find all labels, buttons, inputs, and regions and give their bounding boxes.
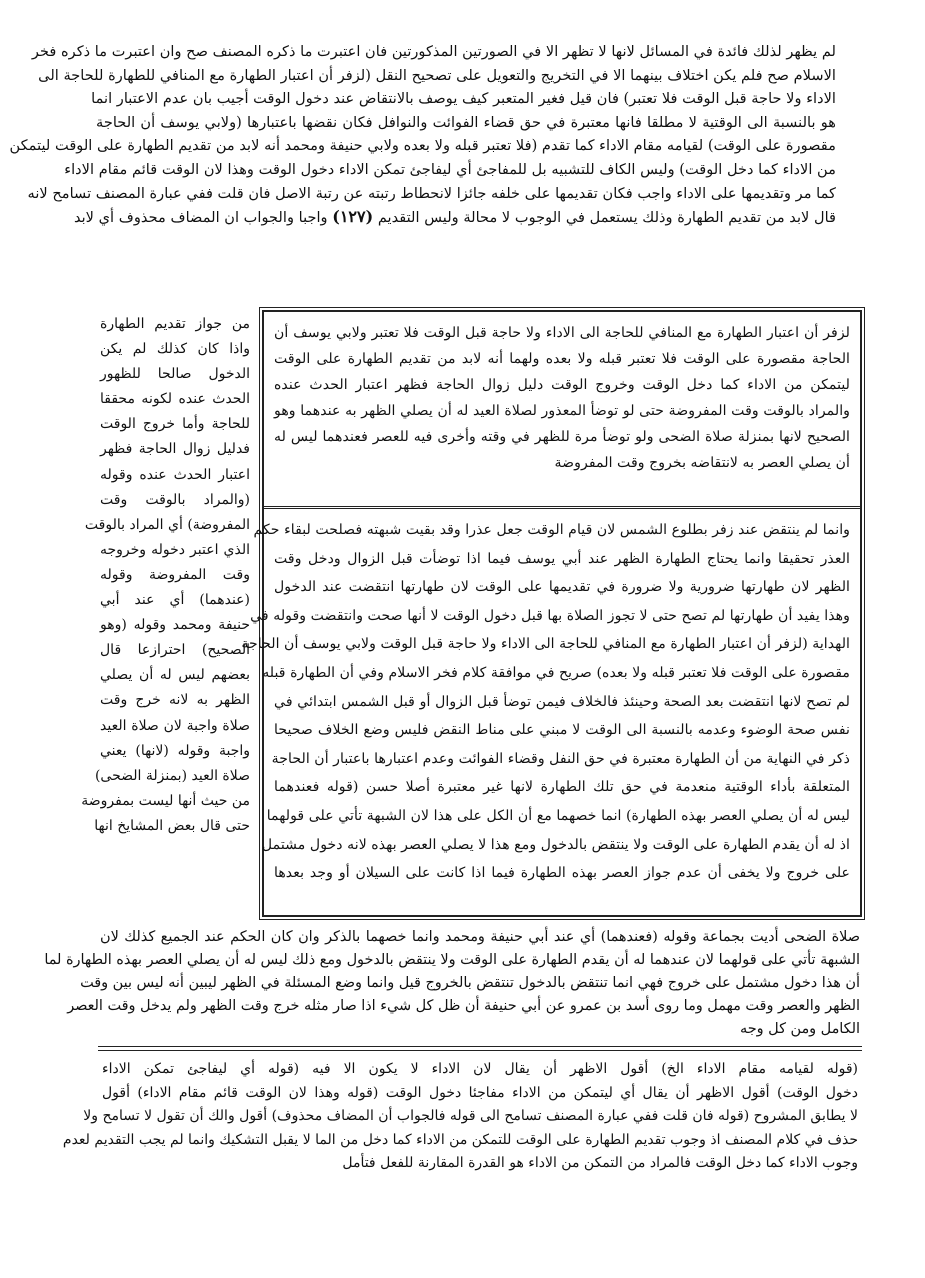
footnote-rule [98, 1046, 862, 1047]
text-line: أن هذا دخول مشتمل على خروج فهي انما تنتقض بالدخول تنتقض بالخروج قيل وانما وضع المسئلة في الظهر ليبين أنه ليس بين وقت [80, 975, 860, 991]
text-line: مقصورة على الوقت) لقيامه مقام الاداء كما تقدم (فلا تعتبر قبله ولا بعده ولابي حنيفة ومحمد أنه لابد من تقديم الطهارة على الوقت ليتمكن [9, 137, 836, 155]
text-line: حنيفة ومحمد وقوله (وهو [100, 617, 250, 634]
text-line: (قوله لقيامه مقام الاداء الخ) أقول الاظهر أن يقال لان الاداء لا يكون الا فيه (قوله أي ليفاجئ تمكن الاداء [102, 1061, 858, 1077]
text-line: صلاة العيد (بمنزلة الضحى) [94, 767, 250, 784]
text-line: الحدث عنده لكونه محققا [100, 391, 250, 408]
text-line: ذكر في النهاية من أن الطهارة معتبرة في حق النفل وقضاء الفوائت وعدم اعتبارها باعتبار أن الحاجة [271, 750, 850, 767]
text-line: (والمراد بالوقت وقت [100, 491, 250, 508]
text-line: واذا كان كذلك لم يكن [100, 341, 250, 358]
text-line: الظهر لان طهارتها ضرورية ولا ضرورة في تقديمها على الوقت لان طهارتها انتقضت عند الدخول [274, 579, 850, 596]
text-line: نفس صحة الوضوء وعدمه بالنسبة الى الوقت لا مبني على مناط النقض فليس وضع الخلاف صحيحا [274, 722, 850, 739]
text-line: بعضهم ليس له أن يصلي [100, 667, 250, 684]
text-line: واجبة وقوله (لانها) يعني [100, 742, 250, 759]
text-line: فدليل زوال الحاجة فظهر [100, 441, 250, 458]
text-line: الدخول صالحا للظهور [100, 366, 250, 383]
text-line: العذر تحقيقا وانما يحتاج الطهارة الظهر عند أبي يوسف فيما اذا توضأت قبل الزوال ودخل وقت [274, 550, 850, 567]
text-line: للحاجة وأما خروج الوقت [100, 416, 250, 433]
text-line: هو بالنسبة الى الوقتية لا مطلقا فانها معتبرة في حق قضاء الفوائت والنوافل فكان نقضها باعتبارها (ولابي يوسف أن الحاجة [96, 113, 836, 131]
text-line: والمراد بالوقت وقت المفروضة حتى لو توضأ المعذور لصلاة العيد له أن يصلي الظهر به عندهما وهو [274, 403, 850, 419]
text-line: وجوب الاداء كما دخل الوقت فالمراد من التمكن من الاداء هو القدرة المقارنة للفعل فتأمل [342, 1155, 858, 1171]
text-line: لا يطابق المشروح (قوله فان قلت ففي عبارة المصنف تسامح الى قوله فالجواب أن المضاف محذوف) أقول والك أن تقول لا تسامح ولا [83, 1108, 858, 1124]
text-line: لم يظهر لذلك فائدة في المسائل لانها لا تظهر الا في الصورتين المذكورتين فان اعتبرت ما ذكره المصنف صح وان اعتبرت ما ذكره فخر [31, 43, 836, 60]
text-line: من جواز تقديم الطهارة [100, 316, 250, 332]
frame-divider [264, 506, 860, 509]
page-number: (١٢٧) [332, 207, 374, 227]
text-line: وقت المفروضة وقوله [100, 566, 250, 583]
text-line: من الاداء كما دخل الوقت) وليس الكاف للتشبيه بل للمفاجئ أي ليفاجئ تمكن الاداء دخول الوقت وهذا لان الوقت قائم مقام الاداء [64, 160, 836, 178]
text-line: الصحيح) احترازعا قال [100, 642, 250, 659]
text-line: مقصورة على الوقت فلا تعتبر قبله ولا بعده) صريح في موافقة كلام فخر الاسلام وفي أن الطهارة قبله [262, 664, 850, 681]
text-line: حذف في كلام المصنف اذ وجوب تقديم الطهارة على الوقت للتمكن من الاداء كما دخل من الما لا يقبل التشكيك وانما لم يجب التقديم لعدم [62, 1131, 858, 1148]
text-line: اذ له أن يقدم الطهارة على الوقت ولا ينتقض بالدخول ومع هذا لا يصلي العصر بهذه لانه دخول مشتمل [261, 836, 850, 853]
text-line: حتى قال بعض المشايخ انها [94, 817, 250, 834]
footnotes-hashiya [62, 1058, 858, 1176]
text-line: صلاة الضحى أديت بجماعة وقوله (فعندهما) أي عند أبي حنيفة ومحمد وانما خصهما بالذكر وان كان الحكم عند الجميع كذلك لان [100, 929, 860, 945]
text-line: الظهر به لانه خرج وقت [100, 692, 250, 709]
text-line: الظهر والعصر وقت مهمل وما روى أسد بن عمرو عن أبي حنيفة أن ظل كل شيء اذا صار مثله خرج وقت الظهر ولم يدخل وقت العصر [67, 998, 860, 1014]
text-segment: قال لابد من تقديم الطهارة وذلك يستعمل في الوجوب لا محالة وليس التقديم [377, 209, 836, 227]
text-line: وهذا يفيد أن طهارتها لم تصح حتى لا تجوز الصلاة بها قبل دخول الوقت لا أنها صحت وانتقضت وقوله في [250, 607, 850, 624]
matn-frame [241, 310, 862, 917]
text-line: من حيث أنها ليست بمفروضة [81, 792, 250, 809]
text-line: أن يصلي العصر به لانتقاضه بخروج وقت المفروضة [554, 455, 850, 471]
text-line: لم تصح لانها انتقضت بعد الصحة وحينئذ فالخلاف فيمن توضأ قبل الزوال أو قبل الشمس ابتدائي في [274, 693, 850, 710]
text-line-with-page-number [73, 205, 836, 230]
text-line: صلاة واجبة لان صلاة العيد [100, 717, 250, 734]
text-segment: واجبا والجواب ان المضاف محذوف أي لابد [73, 209, 328, 227]
text-line: الشبهة تأتي على قولهما لان عندهما له أن يقدم الطهارة على الوقت ولا ينتقض بالدخول ومع ذلك ليس له أن يصلي العصر بهذه الطهارة لما [44, 952, 860, 968]
text-line: اعتبار الحدث عنده وقوله [100, 466, 250, 483]
text-line: على خروج ولا يخفى أن عدم جواز العصر بهذه الطهارة فيما اذا كانت على السيلان أو وجد بعدها [274, 865, 850, 882]
matn-text [274, 320, 850, 476]
text-line: الهداية (لزفر أن اعتبار الطهارة مع المنافي للحاجة الى الاداء ولا حاجة قبل الوقت ولابي يوسف أن الحاجة [241, 636, 850, 653]
text-line: المتعلقة بأداء الوقتية منعدمة في حق تلك الطهارة لانها غير معتبرة أصلا حسن (قوله فعندهما [274, 779, 850, 796]
text-line: وانما لم ينتقض عند زفر بطلوع الشمس لان قيام الوقت جعل عذرا وقد بقيت شبهته فصلحت لبقاء حكم [253, 522, 850, 538]
margin-commentary [81, 312, 250, 839]
text-line: الصحيح لانها بمنزلة صلاة الضحى ولو توضأ مرة للظهر في وقته وأخرى فيه للعصر فعندهما ليس له [274, 429, 850, 445]
text-line: الكامل ومن كل وجه [740, 1021, 860, 1037]
text-line: الاداء ولا حاجة قبل الوقت فلا تعتبر) فان قيل فغير المتعبر كيف يوصف بالانتقاض عند دخول الوقت أجيب بان عدم الاعتبار انما [91, 90, 836, 108]
inner-commentary [241, 516, 850, 888]
text-line: الحاجة مقصورة على الوقت فلا تعتبر قبله ولا بعده ولهما أنه لابد من تقديم الطهارة على الوقت [274, 351, 850, 367]
text-line: الذي اعتبر دخوله وخروجه [100, 541, 250, 558]
main-commentary-top [9, 40, 836, 230]
text-line: ليس له أن يصلي العصر بهذه الطهارة) انما خصهما مع أن الكل على هذا لان الشبهة تأتي على قولهما [266, 807, 850, 824]
text-line: ليتمكن من الاداء كما دخل الوقت وخروج الوقت دليل زوال الحاجة فظهر اعتبار الحدث عنده [274, 377, 850, 393]
text-line: الاسلام صح فلم يكن اختلاف بينهما الا في التخريج والتعويل على تصحيح النقل (لزفر أن اعتبار الطهارة مع المنافي للطهارة للحاجة الى [38, 66, 836, 84]
text-line: المفروضة) أي المراد بالوقت [84, 516, 250, 533]
text-line: دخول الوقت) أقول الاظهر أن يقال أي ليتمكن من الاداء مفاجئا دخول الوقت (قوله وهذا لان الوقت قائم مقام الاداء) أقول [102, 1084, 858, 1101]
main-commentary-continuation [44, 926, 860, 1041]
text-line: لزفر أن اعتبار الطهارة مع المنافي للحاجة الى الاداء ولا حاجة قبل الوقت فلا تعتبر ولابي يوسف أن [274, 325, 850, 341]
text-line: (عندهما) أي عند أبي [100, 592, 250, 609]
text-line: كما مر وتقديمها على الاداء واجب فكان تقديمها على خلفه جائزا لانحطاط رتبته عن رتبة الاصل فان قلت ففي عبارة المصنف تسامح لانه [27, 184, 836, 202]
footnote-rule [98, 1050, 862, 1051]
